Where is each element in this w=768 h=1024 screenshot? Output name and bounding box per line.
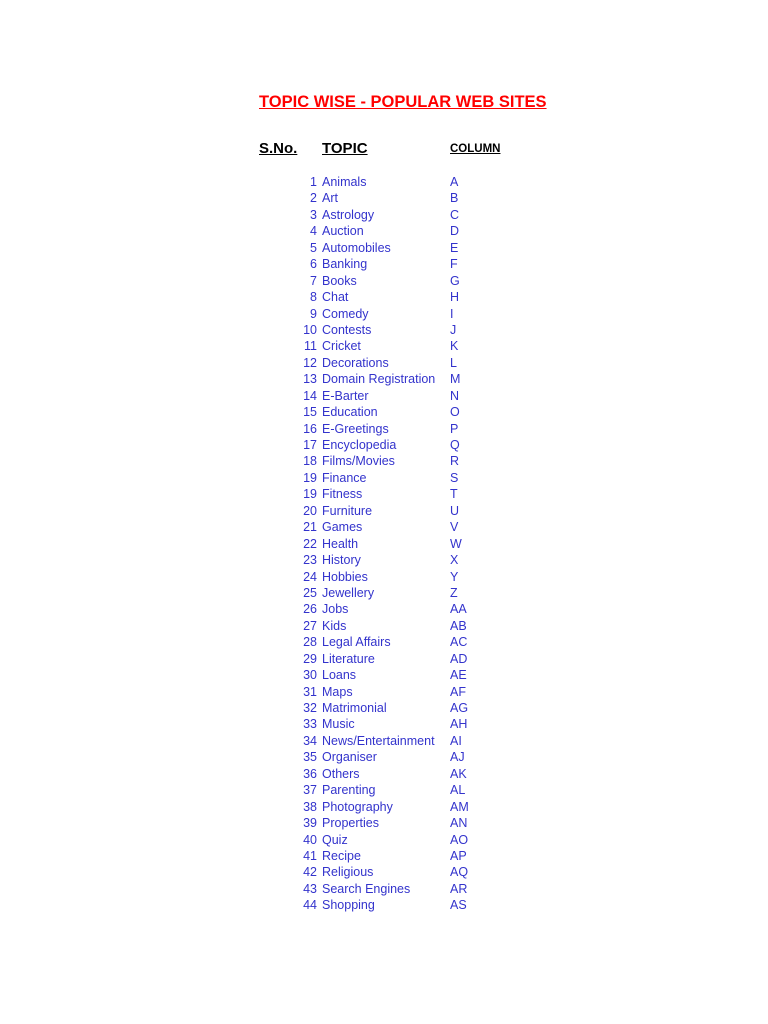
row-serial-number: 19	[303, 470, 317, 485]
row-column-letter: AP	[450, 848, 467, 863]
row-serial-number: 37	[303, 783, 317, 798]
table-row	[0, 749, 768, 765]
row-column-letter: F	[450, 257, 458, 272]
row-serial-number: 11	[304, 339, 317, 354]
row-topic: Jewellery	[322, 585, 375, 600]
row-column-letter: P	[450, 421, 459, 436]
table-row	[0, 634, 768, 650]
table-row	[0, 733, 768, 749]
row-topic: Health	[322, 536, 359, 551]
row-column-letter: H	[450, 290, 460, 305]
table-row	[0, 371, 768, 387]
row-serial-number: 6	[310, 257, 317, 272]
row-serial-number: 10	[303, 322, 317, 337]
row-serial-number: 2	[310, 191, 317, 206]
table-row	[0, 815, 768, 831]
row-serial-number: 38	[303, 799, 317, 814]
row-topic: Quiz	[322, 832, 348, 847]
row-serial-number: 13	[303, 372, 317, 387]
table-row	[0, 897, 768, 913]
row-serial-number: 23	[303, 553, 317, 568]
row-column-letter: Y	[450, 569, 459, 584]
row-column-letter: R	[450, 454, 460, 469]
table-row	[0, 585, 768, 601]
row-topic: Films/Movies	[322, 454, 395, 469]
row-topic: Literature	[322, 651, 375, 666]
row-topic: E-Barter	[322, 388, 369, 403]
row-column-letter: AM	[450, 799, 469, 814]
row-column-letter: Q	[450, 438, 460, 452]
row-topic: Contests	[322, 322, 372, 337]
row-serial-number: 42	[303, 865, 317, 880]
row-serial-number: 34	[303, 733, 317, 748]
row-column-letter: V	[450, 520, 459, 535]
row-topic: Fitness	[322, 487, 363, 502]
row-topic: Loans	[322, 668, 357, 683]
row-topic: Cricket	[322, 339, 361, 354]
row-serial-number: 33	[303, 717, 317, 732]
table-row	[0, 799, 768, 815]
row-serial-number: 17	[303, 438, 317, 452]
row-column-letter: AF	[450, 684, 466, 699]
table-row	[0, 881, 768, 897]
row-serial-number: 31	[303, 684, 317, 699]
row-column-letter: A	[450, 175, 459, 189]
row-topic: Hobbies	[322, 569, 368, 584]
row-column-letter: L	[450, 355, 457, 370]
table-row	[0, 223, 768, 239]
row-topic: Books	[322, 273, 357, 288]
table-row	[0, 716, 768, 732]
row-serial-number: 27	[303, 618, 317, 633]
sno-column-header: S.No.	[259, 140, 298, 157]
row-column-letter: M	[450, 372, 461, 387]
row-serial-number: 26	[303, 602, 317, 617]
row-topic: Education	[322, 405, 378, 420]
row-column-letter: W	[450, 536, 462, 551]
topic-list	[0, 174, 768, 914]
row-serial-number: 30	[303, 668, 317, 683]
table-row	[0, 766, 768, 782]
row-topic: Furniture	[322, 503, 373, 518]
row-topic: Astrology	[322, 207, 375, 222]
row-topic: Decorations	[322, 355, 389, 370]
row-topic: Banking	[322, 257, 368, 272]
row-column-letter: N	[450, 388, 460, 403]
table-row	[0, 190, 768, 206]
row-serial-number: 40	[303, 832, 317, 847]
row-column-letter: D	[450, 224, 460, 239]
table-row	[0, 684, 768, 700]
row-topic: Jobs	[322, 602, 349, 617]
row-serial-number: 15	[303, 405, 317, 420]
table-row	[0, 453, 768, 469]
column-column-header: COLUMN	[450, 143, 501, 155]
row-column-letter: I	[450, 306, 454, 321]
row-column-letter: AI	[450, 733, 462, 748]
table-row	[0, 306, 768, 322]
table-row	[0, 667, 768, 683]
table-row	[0, 618, 768, 634]
row-topic: Search Engines	[322, 881, 411, 896]
row-topic: Others	[322, 766, 360, 781]
table-row	[0, 519, 768, 535]
table-row	[0, 503, 768, 519]
row-column-letter: AD	[450, 651, 468, 666]
row-column-letter: AR	[450, 881, 468, 896]
table-row	[0, 832, 768, 848]
row-column-letter: AH	[450, 717, 468, 732]
row-column-letter: AN	[450, 816, 468, 831]
row-column-letter: Z	[450, 585, 458, 600]
table-row	[0, 470, 768, 486]
row-column-letter: E	[450, 240, 459, 255]
row-serial-number: 24	[303, 569, 317, 584]
row-topic: Games	[322, 520, 363, 535]
row-topic: Properties	[322, 816, 379, 831]
row-serial-number: 4	[310, 224, 317, 239]
row-serial-number: 5	[310, 240, 317, 255]
table-row	[0, 322, 768, 338]
row-serial-number: 21	[303, 520, 317, 535]
table-row	[0, 864, 768, 880]
row-serial-number: 36	[303, 766, 317, 781]
table-row	[0, 536, 768, 552]
row-column-letter: C	[450, 207, 460, 222]
row-topic: Religious	[322, 865, 374, 880]
row-topic: Music	[322, 717, 355, 732]
row-topic: Auction	[322, 224, 364, 239]
row-serial-number: 39	[303, 816, 317, 831]
topic-column-header: TOPIC	[322, 140, 368, 157]
row-column-letter: X	[450, 553, 459, 568]
table-row	[0, 552, 768, 568]
row-column-letter: O	[450, 405, 460, 420]
table-row	[0, 404, 768, 420]
row-topic: E-Greetings	[322, 421, 389, 436]
row-topic: Recipe	[322, 848, 361, 863]
table-row	[0, 273, 768, 289]
table-row	[0, 240, 768, 256]
row-column-letter: B	[450, 191, 459, 206]
row-column-letter: S	[450, 470, 459, 485]
table-row	[0, 601, 768, 617]
row-serial-number: 18	[303, 454, 317, 469]
row-serial-number: 25	[303, 585, 317, 600]
row-topic: Encyclopedia	[322, 438, 397, 452]
row-topic: Matrimonial	[322, 701, 387, 715]
row-serial-number: 41	[303, 848, 317, 863]
table-row	[0, 388, 768, 404]
row-column-letter: AJ	[450, 750, 465, 765]
table-row	[0, 437, 768, 453]
row-column-letter: T	[450, 487, 458, 502]
row-serial-number: 35	[303, 750, 317, 765]
table-row	[0, 207, 768, 223]
row-serial-number: 14	[303, 388, 317, 403]
row-topic: Legal Affairs	[322, 635, 391, 650]
row-column-letter: J	[450, 322, 457, 337]
table-row	[0, 421, 768, 437]
row-column-letter: K	[450, 339, 459, 354]
row-column-letter: AQ	[450, 865, 469, 880]
row-topic: Shopping	[322, 898, 375, 913]
row-column-letter: AE	[450, 668, 467, 683]
row-column-letter: AG	[450, 701, 469, 715]
row-column-letter: G	[450, 273, 460, 288]
row-topic: Chat	[322, 290, 349, 305]
table-row	[0, 174, 768, 190]
row-topic: Finance	[322, 470, 367, 485]
row-serial-number: 16	[303, 421, 317, 436]
table-row	[0, 289, 768, 305]
row-serial-number: 20	[303, 503, 317, 518]
row-topic: Maps	[322, 684, 353, 699]
table-row	[0, 782, 768, 798]
table-row	[0, 486, 768, 502]
page-title: TOPIC WISE - POPULAR WEB SITES	[259, 93, 547, 111]
row-topic: Domain Registration	[322, 372, 436, 387]
row-topic: Photography	[322, 799, 393, 814]
row-topic: Animals	[322, 175, 367, 189]
row-column-letter: AK	[450, 766, 467, 781]
row-column-letter: AB	[450, 618, 467, 633]
table-row	[0, 256, 768, 272]
table-row	[0, 355, 768, 371]
row-serial-number: 32	[303, 701, 317, 715]
table-row	[0, 338, 768, 354]
row-serial-number: 9	[310, 306, 317, 321]
row-serial-number: 43	[303, 881, 317, 896]
row-topic: Parenting	[322, 783, 376, 798]
row-column-letter: AL	[450, 783, 466, 798]
row-topic: Organiser	[322, 750, 377, 765]
row-serial-number: 1	[310, 175, 317, 189]
row-topic: Art	[322, 191, 338, 206]
row-column-letter: AS	[450, 898, 467, 913]
row-column-letter: AO	[450, 832, 469, 847]
row-topic: Kids	[322, 618, 347, 633]
row-serial-number: 29	[303, 651, 317, 666]
row-topic: News/Entertainment	[322, 733, 435, 748]
row-serial-number: 7	[310, 273, 317, 288]
row-serial-number: 44	[303, 898, 317, 913]
table-row	[0, 700, 768, 716]
row-topic: Comedy	[322, 306, 369, 321]
row-column-letter: U	[450, 503, 460, 518]
row-topic: History	[322, 553, 361, 568]
row-serial-number: 22	[303, 536, 317, 551]
row-serial-number: 19	[303, 487, 317, 502]
row-serial-number: 12	[303, 355, 317, 370]
row-serial-number: 28	[303, 635, 317, 650]
row-column-letter: AA	[450, 602, 467, 617]
table-row	[0, 651, 768, 667]
row-column-letter: AC	[450, 635, 468, 650]
table-row	[0, 848, 768, 864]
row-serial-number: 8	[310, 290, 317, 305]
row-serial-number: 3	[310, 207, 317, 222]
row-topic: Automobiles	[322, 240, 391, 255]
table-row	[0, 569, 768, 585]
